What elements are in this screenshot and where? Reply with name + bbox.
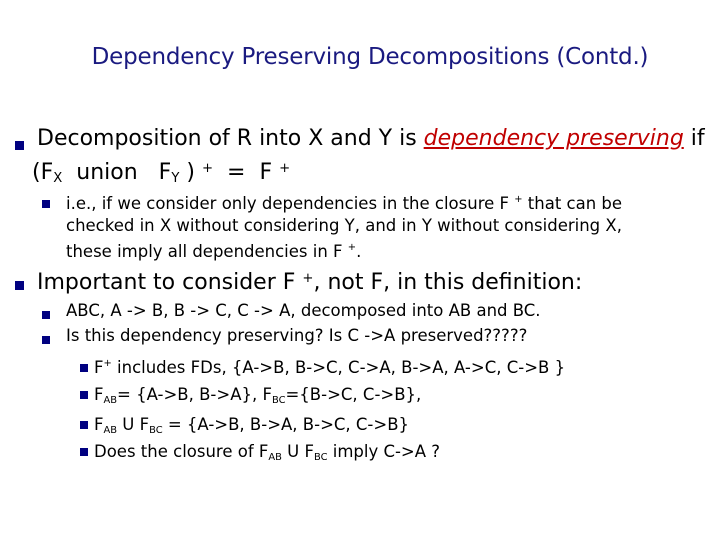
formula-equals: = F [213,160,280,185]
sub-4-text: Does the closure of F [94,442,269,461]
closure-plus: + [514,194,523,205]
bullet-marker [15,281,24,290]
sub-1-f: F [94,358,104,377]
sub-item-2 [80,384,421,412]
bullet-1-1-line-1 [66,189,622,215]
subscript-ab: AB [268,452,282,463]
bullet-2-text-end: , not F, in this definition: [313,270,583,295]
bullet-1-text-start: Decomposition of R into X and Y is [37,126,424,151]
subscript-ab: AB [103,395,118,406]
bullet-1-text-end: if [683,126,705,151]
line-1-end: that can be [522,194,623,213]
closure-plus: + [103,358,112,369]
subscript-bc: BC [271,395,286,406]
bullet-1-1-line-2: checked in X without considering Y, and in Y without considering X, [66,216,622,235]
bullet-marker [80,391,88,399]
sub-4-text-end: imply C->A ? [327,442,441,461]
dependency-preserving-term: dependency preserving [423,126,684,151]
bullet-marker [80,448,88,456]
line-3-end: . [356,242,362,261]
sub-2-text-end: ={B->C, C->B}, [285,385,422,404]
bullet-marker [15,141,24,150]
formula-union: union F [62,160,172,185]
formula-plus-2: + [279,161,291,176]
bullet-2-2-text: Is this dependency preserving? Is C ->A preserved????? [66,326,528,345]
formula-close: ) [179,160,202,185]
bullet-1-formula [32,154,290,193]
bullet-2-text [37,264,582,297]
bullet-marker [42,336,50,344]
sub-item-1 [80,353,565,379]
bullet-1-1-line-3 [66,237,622,263]
subscript-bc: BC [149,425,163,436]
bullet-2-text-start: Important to consider F [37,270,303,295]
sub-item-4 [80,441,440,469]
bullet-1-text [37,124,705,153]
formula-sub-y: Y [171,171,180,186]
bullet-marker [42,311,50,319]
bullet-2-1-text: ABC, A -> B, B -> C, C -> A, decomposed into AB and BC. [66,301,541,320]
line-1-text: i.e., if we consider only dependencies in the closure F [66,194,515,213]
formula-plus-1: + [201,161,214,176]
slide-title: Dependency Preserving Decompositions (Contd.) [91,44,649,70]
sub-1-text: includes FDs, {A->B, B->C, C->A, B->A, A->C, C->B } [111,358,566,377]
sub-2-f: F [94,385,104,404]
bullet-1-1-text [66,189,622,263]
sub-item-3 [80,414,409,442]
closure-plus: + [347,242,357,253]
sub-4-text-mid: U F [281,442,314,461]
closure-plus: + [302,271,314,286]
subscript-bc: BC [313,452,328,463]
formula-open: (F [32,160,54,185]
line-3-text: these imply all dependencies in F [66,242,348,261]
sub-2-text: = {A->B, B->A}, F [117,385,272,404]
bullet-marker [80,421,88,429]
bullet-marker [42,200,50,208]
sub-3-text-end: = {A->B, B->A, B->C, C->B} [162,415,410,434]
sub-3-f: F [94,415,104,434]
bullet-marker [80,364,88,372]
sub-3-text: U F [117,415,150,434]
formula-sub-x: X [53,171,63,186]
subscript-ab: AB [103,425,118,436]
